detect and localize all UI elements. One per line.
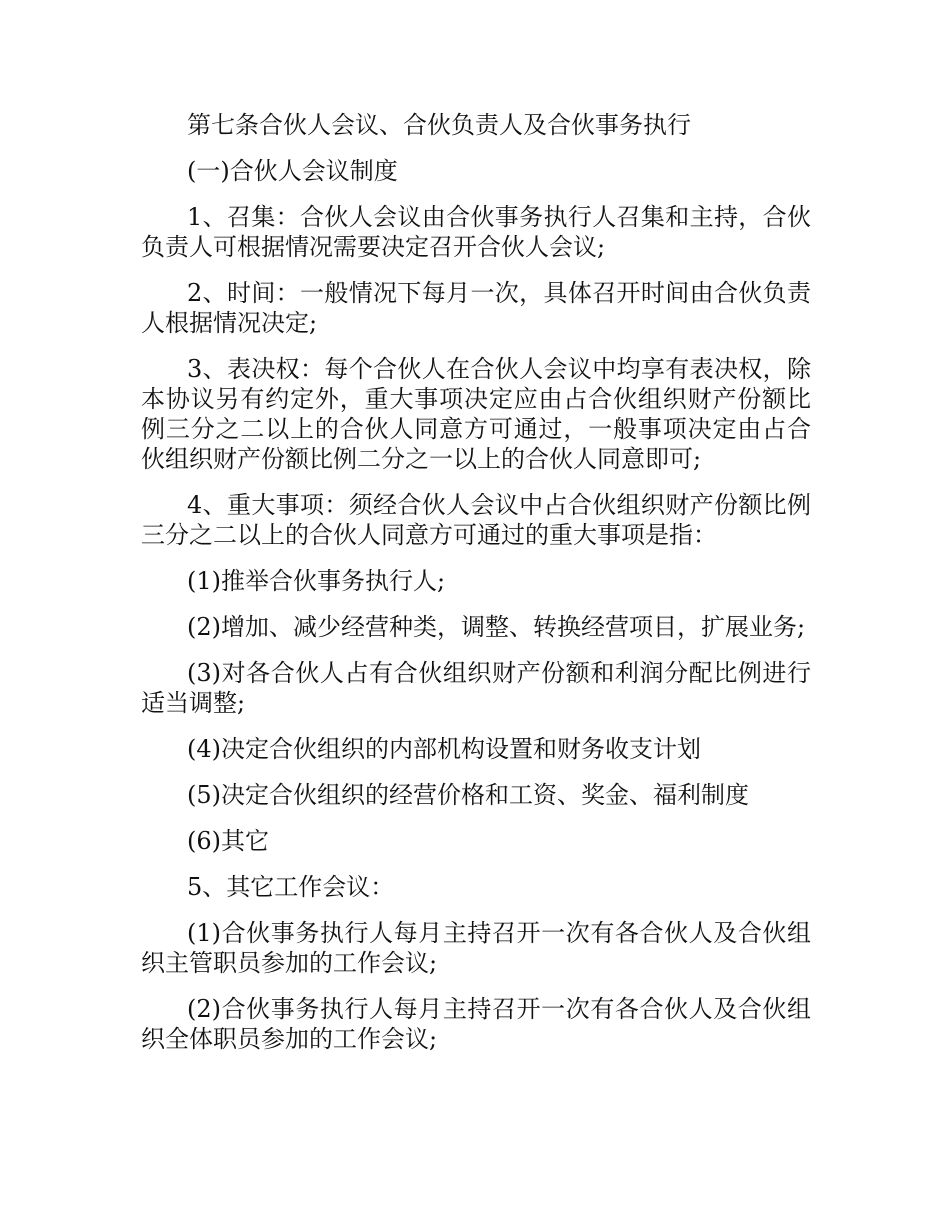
meeting-item-2: (2)合伙事务执行人每月主持召开一次有各合伙人及合伙组织全体职员参加的工作会议; <box>141 995 811 1053</box>
paragraph-other-meetings: 5、其它工作会议： <box>187 873 395 901</box>
meeting-item-1: (1)合伙事务执行人每月主持召开一次有各合伙人及合伙组织主管职员参加的工作会议; <box>141 919 811 977</box>
list-item-2: (2)增加、减少经营种类，调整、转换经营项目，扩展业务; <box>187 613 806 641</box>
paragraph-major-matters: 4、重大事项：须经合伙人会议中占合伙组织财产份额比例三分之二以上的合伙人同意方可通过的重大事项是指： <box>141 491 811 549</box>
paragraph-time: 2、时间：一般情况下每月一次，具体召开时间由合伙负责人根据情况决定; <box>141 279 811 337</box>
section-heading: (一)合伙人会议制度 <box>187 157 398 185</box>
list-item-1: (1)推举合伙事务执行人; <box>187 567 446 595</box>
list-item-6: (6)其它 <box>187 827 269 855</box>
list-item-4: (4)决定合伙组织的内部机构设置和财务收支计划 <box>187 735 701 763</box>
list-item-3: (3)对各合伙人占有合伙组织财产份额和利润分配比例进行适当调整; <box>141 659 811 717</box>
list-item-5: (5)决定合伙组织的经营价格和工资、奖金、福利制度 <box>187 781 749 809</box>
paragraph-voting-rights: 3、表决权：每个合伙人在合伙人会议中均享有表决权，除本协议另有约定外，重大事项决定应由占合伙组织财产份额比例三分之二以上的合伙人同意方可通过，一般事项决定由占合伙组织财产份额比例二分之一以上的合伙人同意即可; <box>141 355 811 473</box>
paragraph-convening: 1、召集：合伙人会议由合伙事务执行人召集和主持，合伙负责人可根据情况需要决定召开合伙人会议; <box>141 203 811 261</box>
article-heading: 第七条合伙人会议、合伙负责人及合伙事务执行 <box>187 111 691 139</box>
document-body <box>141 110 811 1070</box>
